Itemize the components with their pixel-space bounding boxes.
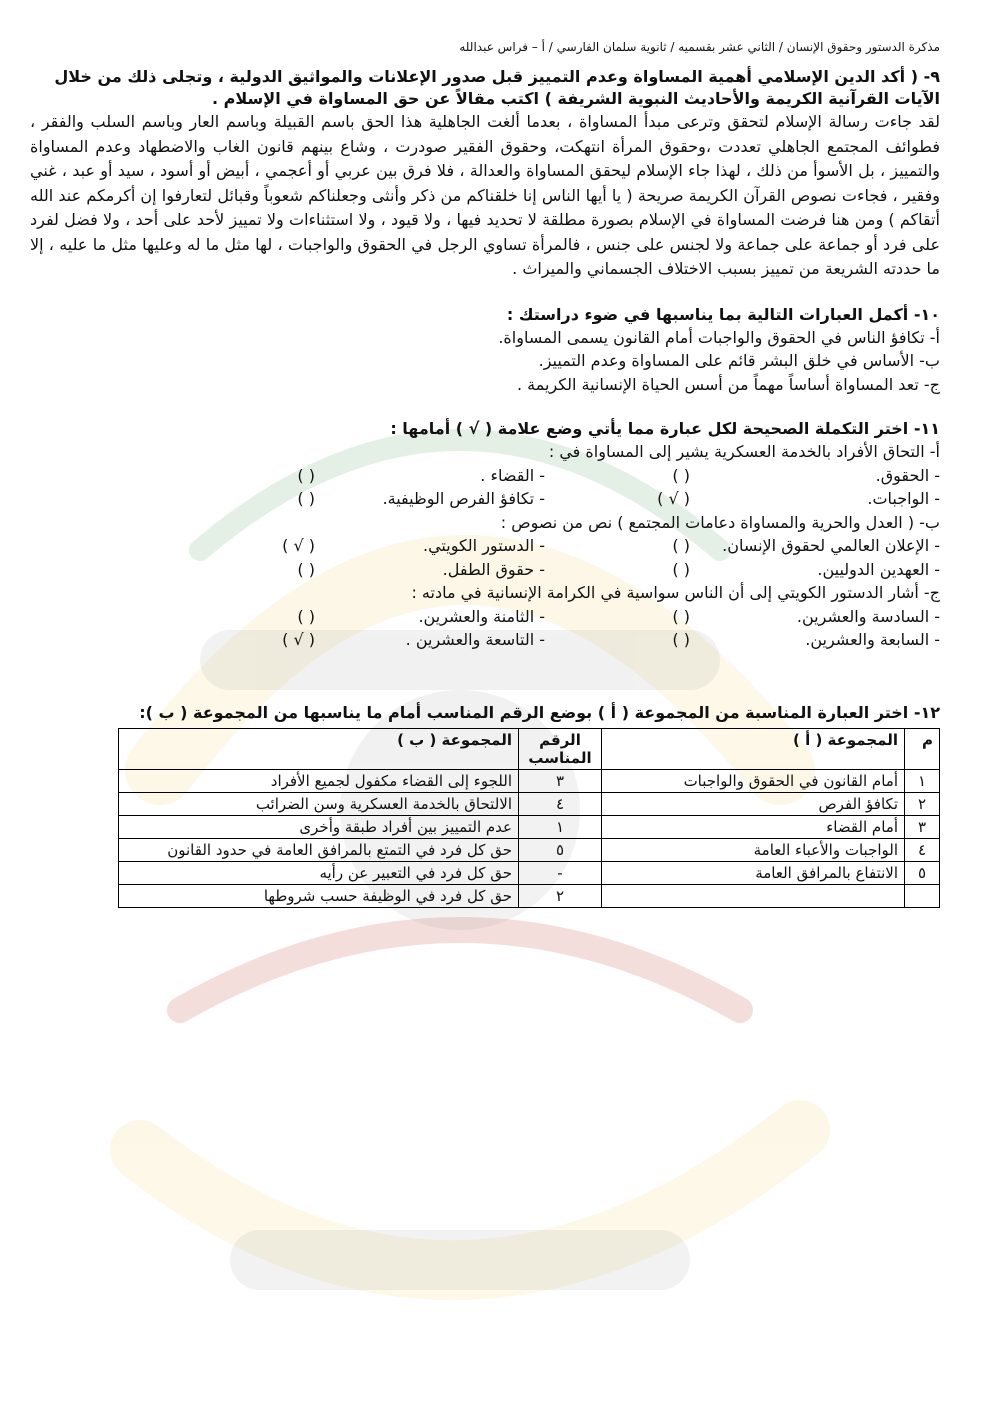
- option-label: - الواجبات.: [867, 489, 940, 508]
- table-cell[interactable]: ٢: [519, 884, 602, 907]
- table-cell: الواجبات والأعباء العامة: [602, 838, 905, 861]
- option-label: - الدستور الكويتي.: [422, 536, 545, 555]
- table-cell: عدم التمييز بين أفراد طبقة وأخرى: [119, 815, 519, 838]
- table-row: [119, 815, 940, 838]
- column-header: المجموعة ( ب ): [119, 728, 519, 769]
- document-page: [30, 40, 940, 908]
- option-label: - السادسة والعشرين.: [796, 606, 940, 626]
- table-cell: اللجوء إلى القضاء مكفول لجميع الأفراد: [119, 769, 519, 792]
- question-11c-options: [30, 628, 940, 652]
- table-cell[interactable]: ٣: [519, 769, 602, 792]
- question-10-item: أ- تكافؤ الناس في الحقوق والواجبات أمام القانون يسمى المساواة.: [498, 327, 940, 347]
- table-cell: أمام القانون في الحقوق والواجبات: [602, 769, 905, 792]
- option-checkbox[interactable]: ( ): [672, 606, 690, 626]
- option-label: - تكافؤ الفرص الوظيفية.: [382, 489, 545, 508]
- option-checkbox[interactable]: ( ): [297, 606, 315, 626]
- column-header: م: [905, 728, 940, 769]
- table-row: [119, 884, 940, 907]
- question-11b-stem: ب- ( العدل والحرية والمساواة دعامات المجتمع ) نص من نصوص :: [500, 512, 940, 532]
- table-cell[interactable]: -: [519, 861, 602, 884]
- option-label: - الثامنة والعشرين.: [418, 606, 545, 626]
- question-10-title: ١٠- أكمل العبارات التالية بما يناسبها في ضوء دراستك :: [506, 304, 940, 324]
- option-checkbox[interactable]: ( √ ): [282, 630, 315, 649]
- page-header: مذكرة الدستور وحقوق الإنسان / الثاني عشر بقسميه / ثانوية سلمان الفارسي / أ – فراس عبدالله: [459, 40, 940, 54]
- matching-table: [118, 728, 940, 908]
- option-checkbox[interactable]: ( √ ): [282, 536, 315, 555]
- table-cell: [905, 884, 940, 907]
- option-checkbox[interactable]: ( ): [297, 559, 315, 579]
- question-9-title: ٩- ( أكد الدين الإسلامي أهمية المساواة وعدم التمييز قبل صدور الإعلانات والمواثيق الدولية ، وتجلى ذلك من خلال الآيات القرآنية الكريمة والأحاديث النبوية الشريفة ) اكتب مقالاً عن حق المساواة في الإسلام .: [54, 67, 940, 108]
- table-cell: ٤: [905, 838, 940, 861]
- table-cell: ١: [905, 769, 940, 792]
- table-cell: تكافؤ الفرص: [602, 792, 905, 815]
- table-row: [119, 861, 940, 884]
- table-cell: حق كل فرد في التعبير عن رأيه: [119, 861, 519, 884]
- option-checkbox[interactable]: ( ): [297, 465, 315, 485]
- question-11b-options: [30, 558, 940, 582]
- option-checkbox[interactable]: ( √ ): [657, 489, 690, 508]
- option-checkbox[interactable]: ( ): [672, 559, 690, 579]
- table-cell: الانتفاع بالمرافق العامة: [602, 861, 905, 884]
- option-label: - القضاء .: [480, 465, 545, 485]
- option-label: - الحقوق.: [875, 465, 940, 485]
- table-cell[interactable]: ١: [519, 815, 602, 838]
- question-12-title: ١٢- اختر العبارة المناسبة من المجموعة ( أ ) بوضع الرقم المناسب أمام ما يناسبها من المجموعة ( ب ):: [139, 702, 940, 722]
- table-cell: [602, 884, 905, 907]
- question-11a-options: [30, 487, 940, 511]
- question-10-item: ج- تعد المساواة أساساً مهماً من أسس الحياة الإنسانية الكريمة .: [517, 374, 940, 394]
- question-11c-stem: ج- أشار الدستور الكويتي إلى أن الناس سواسية في الكرامة الإنسانية في مادته :: [411, 583, 940, 602]
- option-label: - حقوق الطفل.: [442, 559, 545, 579]
- table-cell: ٣: [905, 815, 940, 838]
- option-checkbox[interactable]: ( ): [672, 465, 690, 485]
- question-11b-options: [30, 534, 940, 558]
- option-checkbox[interactable]: ( ): [297, 489, 315, 508]
- option-label: - العهدين الدوليين.: [817, 559, 940, 579]
- question-10-item: ب- الأساس في خلق البشر قائم على المساواة وعدم التمييز.: [538, 351, 940, 370]
- table-cell: الالتحاق بالخدمة العسكرية وسن الضرائب: [119, 792, 519, 815]
- question-11-title: ١١- اختر التكملة الصحيحة لكل عبارة مما يأتي وضع علامة ( √ ) أمامها :: [390, 419, 940, 438]
- table-cell: أمام القضاء: [602, 815, 905, 838]
- table-header-row: [119, 728, 940, 769]
- table-cell: ٢: [905, 792, 940, 815]
- question-11c-options: [30, 605, 940, 629]
- question-9-answer: لقد جاءت رسالة الإسلام لتحقق وترعى مبدأ المساواة ، بعدما ألغت الجاهلية هذا الحق باسم القبيلة وباسم العار وباسم السلب والفقر ، فطوائف المجتمع الجاهلي تعددت ،وحقوق المرأة انتهكت، وحقوق الفقير صودرت ، وشاع بينهم قانون الغاب والاضطهاد وعدم المساواة والتمييز ، بل الأسوأ من ذلك ، لهذا جاء الإسلام ليحقق المساواة والعدالة ، فلا فرق بين عربي أو أعجمي ، أبيض أو أسود ، سيد أو عبد ، غني وفقير ، فجاءت نصوص القرآن الكريمة صريحة ( يا أيها الناس إنا خلقناكم من ذكر وأنثى وجعلناكم شعوباً وقبائل لتعارفوا إن أكرمكم عند الله أتقاكم ) ومن هنا فرضت المساواة في الإسلام بصورة مطلقة لا تحديد فيها ، ولا قيود ، ولا استثناءات ولا تمييز لأحد على أحد ، ولا فضل لفرد على فرد أو جماعة على جماعة ولا لجنس على جنس ، فالمرأة تساوي الرجل في الحقوق والواجبات ، لها مثل ما له وعليها مثل ما عليه ، إلا ما حددته الشريعة من تمييز بسبب الاختلاف الجسماني والميراث .: [30, 112, 940, 278]
- question-11a-options: [30, 464, 940, 488]
- table-row: [119, 838, 940, 861]
- option-checkbox[interactable]: ( ): [672, 630, 690, 649]
- table-cell[interactable]: ٤: [519, 792, 602, 815]
- table-row: [119, 792, 940, 815]
- table-row: [119, 769, 940, 792]
- table-cell: ٥: [905, 861, 940, 884]
- option-label: - السابعة والعشرين.: [805, 630, 940, 649]
- table-cell[interactable]: ٥: [519, 838, 602, 861]
- option-checkbox[interactable]: ( ): [672, 536, 690, 555]
- table-cell: حق كل فرد في التمتع بالمرافق العامة في حدود القانون: [119, 838, 519, 861]
- question-11a-stem: أ- التحاق الأفراد بالخدمة العسكرية يشير إلى المساواة في :: [548, 442, 940, 461]
- column-header: المجموعة ( أ ): [602, 728, 905, 769]
- option-label: - الإعلان العالمي لحقوق الإنسان.: [722, 536, 940, 555]
- option-label: - التاسعة والعشرين .: [405, 630, 545, 649]
- table-cell: حق كل فرد في الوظيفة حسب شروطها: [119, 884, 519, 907]
- column-header: الرقم المناسب: [519, 728, 602, 769]
